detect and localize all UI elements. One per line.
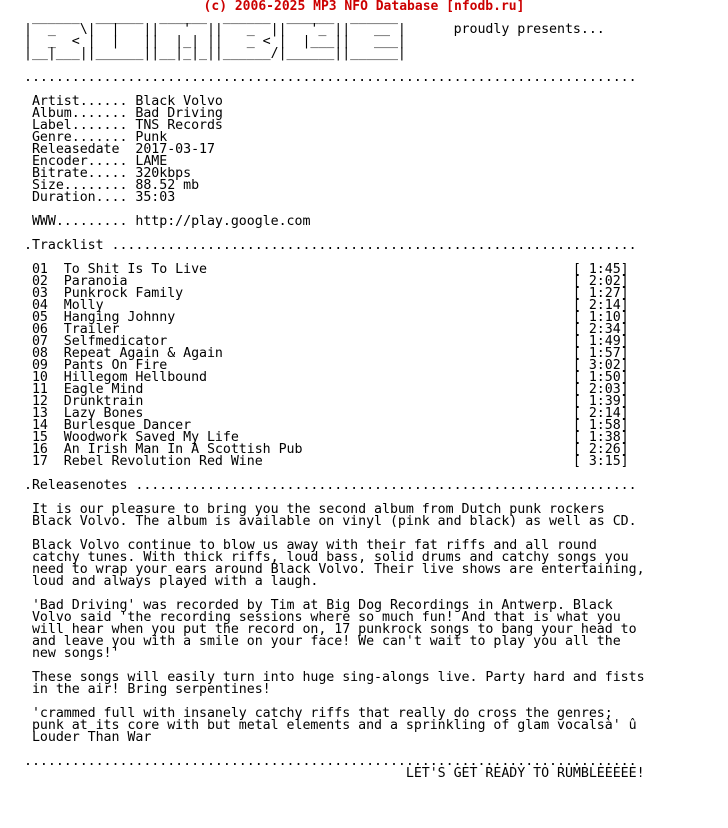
nfo-text: ______ ______ ______ ______ ______ ______ | _ \| | || ' || _ || '_ || __ | proudly presents... | _ < | | || |_| || _ < | |___|| ___| |__|___||______||__|_|_||______/|______||______| ............................................................................. Artist...... Black Volvo Album....... Bad Driving Label....... TNS Records Genre....... Punk Releasedate 2017-03-17 Encoder..... LAME Bitrate..... 320kbps Size........ 88.52 mb Duration.... 35:03 WWW......... http://play.google.com .Tracklist .................................................................. 01 To Shit Is To Live [ 1:45] 02 Paranoia [ 2:02] 03 Punkrock Family [ 1:27] 04 Molly [ 2:14] 05 Hanging Johnny [ 1:10] 06 Trailer [ 2:34] 07 Selfmedicator [ 1:49] 08 Repeat Again & Again [ 1:57] 09 Pants On Fire [ 3:02] 10 Hillegom Hellbound [ 1:50] 11 Eagle Mind [ 2:03] 12 Drunktrain [ 1:39] 13 Lazy Bones [ 2:14] 14 Burlesque Dancer [ 1:58] 15 Woodwork Saved My Life [ 1:38] 16 An Irish Man In A Scottish Pub [ 2:26] 17 Rebel Revolution Red Wine [ 3:15] .Releasenotes ............................................................... It is our pleasure to bring you the second album from Dutch punk rockers Black Volvo. The album is available on vinyl (pink and black) as well as CD. Black Volvo continue to blow us away with their fat riffs and all round catchy tunes. With thick riffs, loud bass, solid drums and catchy songs you need to wrap your ears around Black Volvo. Their live shows are entertaining, loud and always played with a laugh. 'Bad Driving' was recorded by Tim at Big Dog Recordings in Antwerp. Black Volvo said 'the recording sessions where so much fun! And that is what you will hear when you put the record on, 17 punkrock songs to bang your head to and leave you with a smile on your face! We can't wait to play you all the new songs!' These songs will easily turn into huge sing-alongs live. Party hard and fists in the air! Bring serpentines! 'crammed full with insanely catchy riffs that really do cross the genres; punk at its core with but metal elements and a sprinkling of glam vocalsà' û Louder Than War ............................................................................. LET'S GET READY TO RUMBLEEEEE!: [24, 10, 645, 781]
copyright-header: (c) 2006-2025 MP3 NFO Database [nfodb.ru]: [203, 0, 525, 14]
